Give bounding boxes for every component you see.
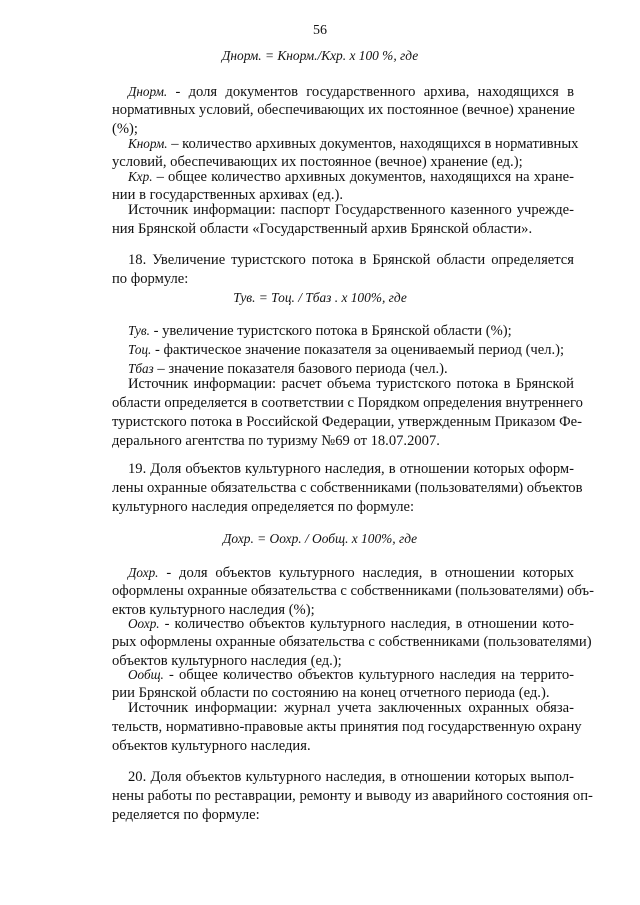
formula-dnorm: Днорм. = Кнорм./Кхр. х 100 %, где bbox=[221, 48, 419, 63]
paragraph-line: культурного наследия определяется по формуле: bbox=[112, 499, 415, 515]
definition-text: - количество объектов культурного наследия, в отношении кото- bbox=[164, 616, 574, 632]
definition-line bbox=[112, 563, 574, 582]
definition-text: - увеличение туристского потока в Брянской области (%); bbox=[153, 323, 512, 339]
paragraph-line: дерального агентства по туризму №69 от 18.07.2007. bbox=[112, 433, 440, 449]
paragraph-line: Источник информации: паспорт Государственного казенного учрежде- bbox=[128, 202, 574, 218]
formula-tuv: Тув. = Тоц. / Тбаз . х 100%, где bbox=[233, 290, 407, 305]
definition-text: - доля документов государственного архива, находящихся в bbox=[175, 84, 574, 100]
source-paragraph-2 bbox=[112, 375, 583, 451]
definition-line bbox=[112, 321, 574, 340]
definition-text: – значение показателя базового периода (чел.). bbox=[157, 361, 448, 377]
definition-line bbox=[112, 665, 574, 684]
paragraph-line: по формуле: bbox=[112, 271, 189, 287]
paragraph-line: Источник информации: журнал учета заключенных охранных обяза- bbox=[128, 700, 574, 716]
source-paragraph-1 bbox=[112, 201, 574, 239]
paragraph-line: объектов культурного наследия. bbox=[112, 738, 311, 754]
definition-dohr bbox=[112, 563, 594, 620]
source-paragraph-3 bbox=[112, 699, 582, 756]
symbol-tbaz: Тбаз bbox=[128, 361, 154, 376]
definition-line bbox=[112, 167, 574, 186]
paragraph-line: тельств, нормативно-правовые акты принятия под государственную охрану bbox=[112, 719, 582, 735]
definition-line bbox=[112, 134, 579, 153]
paragraph-line: ределяется по формуле: bbox=[112, 807, 260, 823]
definition-line: нии в государственных архивах (ед.). bbox=[112, 187, 343, 203]
definition-line: оформлены охранные обязательства с собственниками (пользователями) объ- bbox=[112, 583, 594, 599]
symbol-knorm: Кнорм. bbox=[128, 136, 168, 151]
symbol-tuv: Тув. bbox=[128, 323, 150, 338]
symbol-toc: Тоц. bbox=[128, 342, 152, 357]
definition-line bbox=[112, 82, 574, 101]
formula-dohr: Дохр. = Оохр. / Ообщ. х 100%, где bbox=[222, 531, 418, 546]
paragraph-line: области определяется в соответствии с Порядком определения внутреннего bbox=[112, 395, 583, 411]
symbol-oobsh: Ообщ. bbox=[128, 667, 164, 682]
symbol-khr: Кхр. bbox=[128, 169, 153, 184]
definition-text: – количество архивных документов, находящихся в нормативных bbox=[171, 136, 579, 152]
symbol-oohr: Оохр. bbox=[128, 616, 160, 631]
definition-line bbox=[112, 340, 574, 359]
paragraph-line: 20. Доля объектов культурного наследия, в отношении которых выпол- bbox=[128, 769, 574, 785]
paragraph-line: Источник информации: расчет объема туристского потока в Брянской bbox=[128, 376, 574, 392]
item-18-paragraph bbox=[112, 251, 574, 289]
definition-oobsh bbox=[112, 665, 574, 703]
definition-line: ектов культурного наследия (%); bbox=[112, 602, 315, 618]
paragraph-line: 19. Доля объектов культурного наследия, в отношении которых оформ- bbox=[128, 461, 574, 477]
definition-line: нормативных условий, обеспечивающих их постоянное (вечное) хранение bbox=[112, 102, 575, 118]
paragraph-line: лены охранные обязательства с собственниками (пользователями) объектов bbox=[112, 480, 583, 496]
definition-text: - общее количество объектов культурного наследия на террито- bbox=[168, 667, 574, 683]
paragraph-line: ния Брянской области «Государственный архив Брянской области». bbox=[112, 221, 533, 237]
definition-text: - фактическое значение показателя за оцениваемый период (чел.); bbox=[155, 342, 565, 358]
definition-line: (%); bbox=[112, 121, 138, 137]
symbol-dohr: Дохр. bbox=[128, 565, 159, 580]
definition-dnorm bbox=[112, 82, 574, 139]
definition-line bbox=[112, 614, 574, 633]
definition-line: условий, обеспечивающих их постоянное (вечное) хранение (ед.); bbox=[112, 154, 523, 170]
paragraph-line: нены работы по реставрации, ремонту и выводу из аварийного состояния оп- bbox=[112, 788, 593, 804]
definition-line: рых оформлены охранные обязательства с собственниками (пользователями) bbox=[112, 634, 592, 650]
symbol-dnorm: Днорм. bbox=[128, 84, 168, 99]
paragraph-line: 18. Увеличение туристского потока в Брянской области определяется bbox=[128, 252, 574, 268]
definition-line: рии Брянской области по состоянию на конец отчетного периода (ед.). bbox=[112, 685, 550, 701]
item-20-paragraph bbox=[112, 768, 593, 825]
page-number: 56 bbox=[313, 23, 327, 38]
definition-line: объектов культурного наследия (ед.); bbox=[112, 653, 342, 669]
definition-text: – общее количество архивных документов, находящихся на хране- bbox=[156, 169, 574, 185]
paragraph-line: туристского потока в Российской Федерации, утвержденным Приказом Фе- bbox=[112, 414, 583, 430]
definition-oohr bbox=[112, 614, 592, 671]
definition-text: - доля объектов культурного наследия, в отношении которых bbox=[166, 565, 574, 581]
item-19-paragraph bbox=[112, 460, 583, 517]
definition-khr bbox=[112, 167, 574, 205]
definitions-tourism bbox=[112, 321, 574, 378]
